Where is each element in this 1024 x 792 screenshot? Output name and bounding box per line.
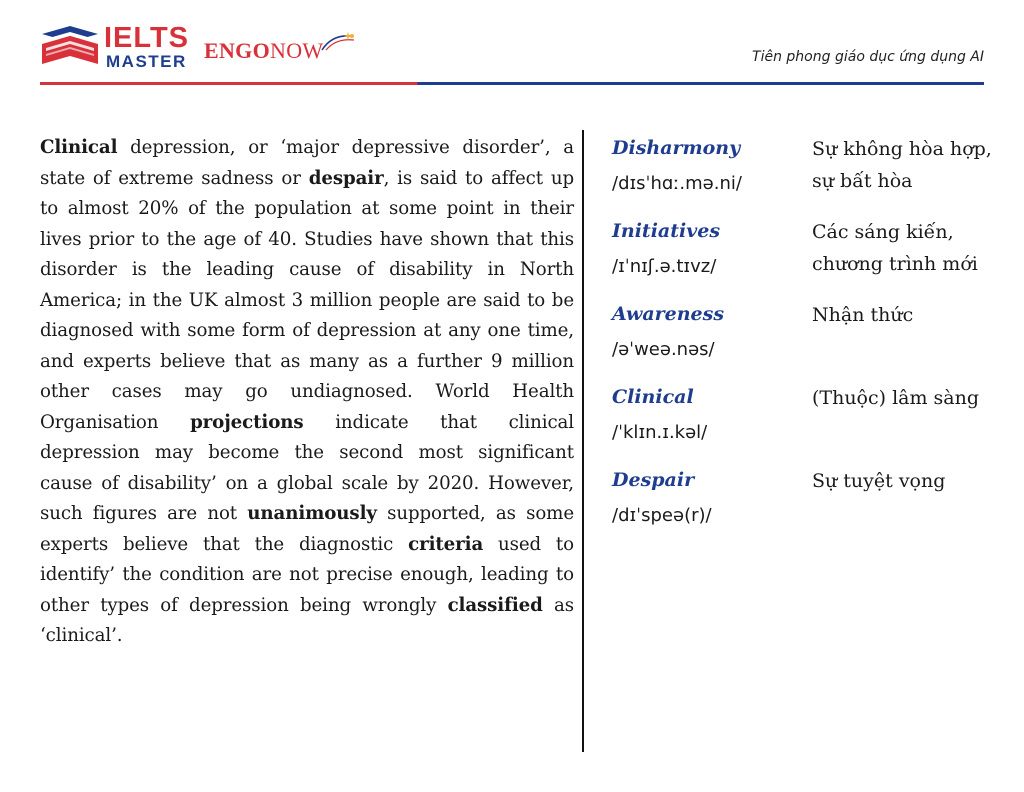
passage-keyword: projections [190, 411, 304, 433]
vocab-item [612, 133, 1002, 216]
vocabulary-list [612, 133, 1002, 548]
vocab-item [612, 216, 1002, 299]
vocab-meaning: Sự tuyệt vọng [812, 470, 946, 492]
passage-text: as ‘clinical’. [40, 594, 574, 646]
sparkle-icon [318, 30, 358, 52]
column-divider [582, 130, 584, 752]
vocab-word: Awareness [612, 303, 725, 325]
passage-text: depression, or ‘major depressive disorder’, a state of extreme sadness or [40, 137, 574, 189]
passage-text: supported, as some experts believe that the diagnostic [40, 503, 574, 555]
vocab-word: Initiatives [612, 220, 721, 242]
logo-master-text: MASTER [106, 52, 187, 71]
header-divider [40, 82, 984, 85]
reading-passage [40, 133, 574, 652]
vocab-item [612, 382, 1002, 465]
vocab-item [612, 299, 1002, 382]
logo-ielts-text: IELTS [104, 22, 190, 54]
ielts-master-logo-icon [40, 22, 102, 68]
vocab-word: Disharmony [612, 137, 741, 159]
vocab-meaning: Sự không hòa hợp, sự bất hòa [812, 138, 992, 192]
vocab-meaning: (Thuộc) lâm sàng [812, 387, 980, 409]
passage-text: used to identify’ the condition are not precise enough, leading to other types of depression being wrongly [40, 533, 574, 616]
passage-text: , is said to affect up to almost 20% of the population at some point in their lives prior to the age of 40. Studies have shown that this disorder is the leading cause of disability in North America; in the UK almost 3 million people are said to be diagnosed with some form of depression at any one time, and experts believe that as many as a further 9 million other cases may go undiagnosed. World Health Organisation [40, 167, 574, 433]
vocab-pronunciation: /ˈklɪn.ɪ.kəl/ [612, 422, 708, 443]
passage-keyword: criteria [408, 533, 484, 555]
vocab-pronunciation: /dɪsˈhɑː.mə.ni/ [612, 173, 742, 194]
vocab-pronunciation: /dɪˈspeə(r)/ [612, 505, 712, 526]
vocab-meaning: Nhận thức [812, 304, 914, 326]
engonow-logo [204, 40, 323, 62]
passage-keyword: unanimously [247, 503, 377, 524]
passage-text: indicate that clinical depression may become the second most significant cause of disability’ on a global scale by 2020. However, such figures are not [40, 411, 574, 524]
tagline: Tiên phong giáo dục ứng dụng AI [752, 49, 984, 65]
vocab-word: Clinical [612, 386, 694, 408]
logo-engo-text: ENGO [204, 38, 270, 63]
logo-now-text: NOW [270, 38, 324, 63]
vocab-pronunciation: /əˈweə.nəs/ [612, 339, 715, 360]
vocab-meaning: Các sáng kiến, chương trình mới [812, 221, 978, 275]
vocab-pronunciation: /ɪˈnɪʃ.ə.tɪvz/ [612, 256, 717, 277]
vocab-item [612, 465, 1002, 548]
passage-keyword: Clinical [40, 137, 118, 158]
vocab-word: Despair [612, 469, 695, 491]
passage-keyword: despair [308, 167, 384, 189]
page-header [0, 0, 1024, 90]
passage-keyword: classified [447, 594, 543, 616]
